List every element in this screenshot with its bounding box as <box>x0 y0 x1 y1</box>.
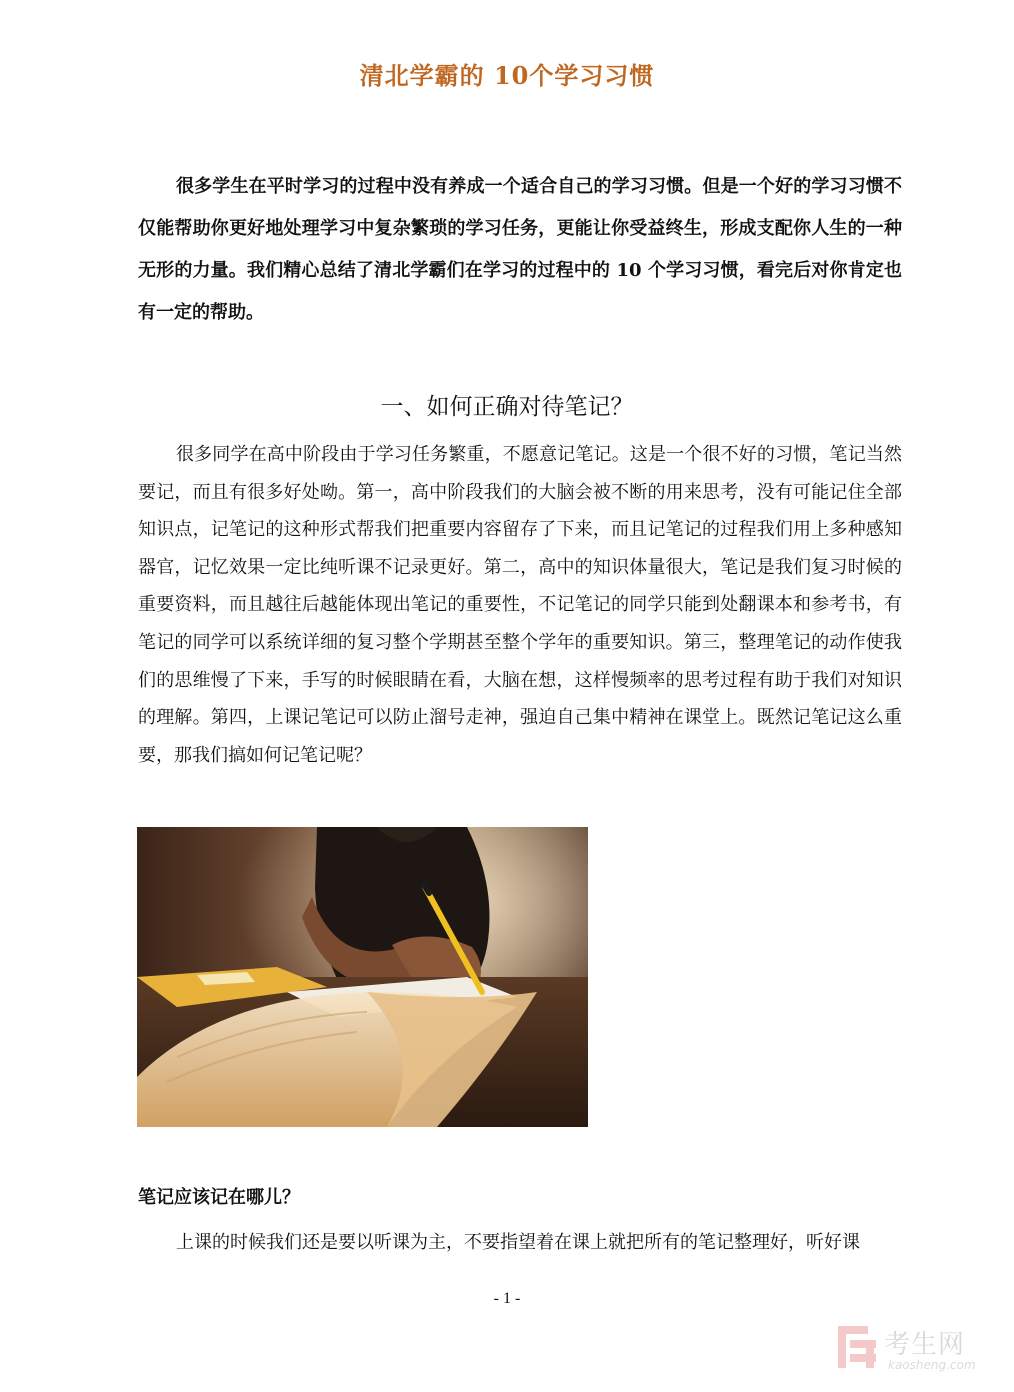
watermark <box>836 1322 996 1376</box>
subsection-body-paragraph: 上课的时候我们还是要以听课为主，不要指望着在课上就把所有的笔记整理好，听好课 <box>176 1232 860 1253</box>
intro-paragraph: 很多学生在平时学习的过程中没有养成一个适合自己的学习习惯。但是一个好的学习习惯不仅能帮助你更好地处理学习中复杂繁琐的学习任务，更能让你受益终生，形成支配你人生的一种无形的力量。我们精心总结了清北学霸们在学习的过程中的 10 个学习习惯，看完后对你肯定也有一定的帮助。 <box>138 176 902 323</box>
photo-illustration <box>137 827 588 1127</box>
watermark-logo-icon <box>836 1322 878 1372</box>
document-title: 清北学霸的 10个学习习惯 <box>359 61 655 90</box>
writing-notes-photo <box>137 827 588 1127</box>
section-heading: 一、如何正确对待笔记？ <box>380 394 634 420</box>
subsection-heading: 笔记应该记在哪儿？ <box>138 1187 300 1208</box>
page-number: - 1 - <box>493 1290 521 1307</box>
watermark-text: 考生网 <box>884 1330 966 1360</box>
watermark-subtext: kaosheng.com <box>888 1358 976 1372</box>
section-body-paragraph: 很多同学在高中阶段由于学习任务繁重，不愿意记笔记。这是一个很不好的习惯，笔记当然要记，而且有很多好处呦。第一，高中阶段我们的大脑会被不断的用来思考，没有可能记住全部知识点，记笔记的这种形式帮我们把重要内容留存了下来，而且记笔记的过程我们用上多种感知器官，记忆效果一定比纯听课不记录更好。第二，高中的知识体量很大，笔记是我们复习时候的重要资料，而且越往后越能体现出笔记的重要性，不记笔记的同学只能到处翻课本和参考书，有笔记的同学可以系统详细的复习整个学期甚至整个学年的重要知识。第三，整理笔记的动作使我们的思维慢了下来，手写的时候眼睛在看，大脑在想，这样慢频率的思考过程有助于我们对知识的理解。第四，上课记笔记可以防止溜号走神，强迫自己集中精神在课堂上。既然记笔记这么重要，那我们搞如何记笔记呢？ <box>138 444 902 766</box>
